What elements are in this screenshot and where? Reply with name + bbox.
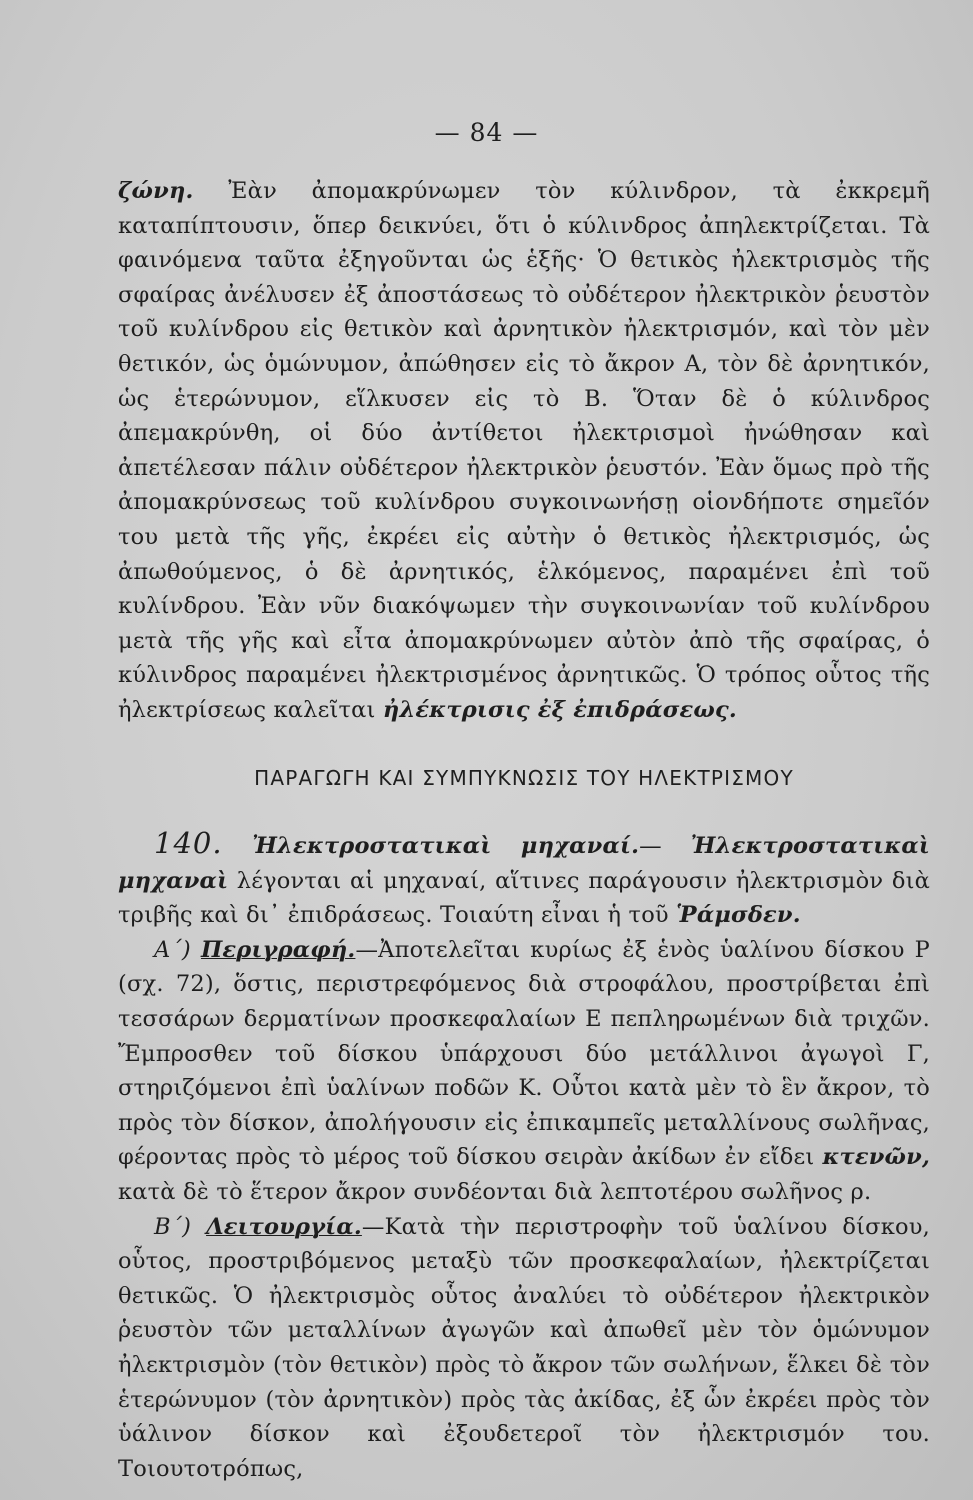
section-heading: ΠΑΡΑΓΩΓΗ ΚΑΙ ΣΥΜΠΥΚΝΩΣΙΣ ΤΟΥ ΗΛΕΚΤΡΙΣΜΟΥ [254, 766, 794, 790]
paragraph-text: —Κατὰ τὴν περιστροφὴν τοῦ ὑαλίνου δίσκου, οὗτος, προστριβόμενος μεταξὺ τῶν προσκεφαλαίων, ἠλεκτρίζεται θετικῶς. Ὁ ἠλεκτρισμὸς οὗτος ἀναλύει τὸ οὐδέτερον ἠλεκτρικὸν ῥευστὸν τῶν μεταλλίνων ἀγωγῶν καὶ ἀπωθεῖ μὲν τὸν ὁμώνυμον ἠλεκτρισμὸν (τὸν θετικὸν) πρὸς τὸ ἄκρον τῶν σωλήνων, ἕλκει δὲ τὸν ἑτερώνυμον (τὸν ἀρνητικὸν) πρὸς τὰς ἀκίδας, ἐξ ὧν ἐκρέει πρὸς τὸν ὑάλινον δίσκον καὶ ἐξουδετεροῖ τὸν ἠλεκτρισμόν του. Τοιουτοτρόπως, [118, 1213, 930, 1482]
term-induction: ἠλέκτρισις ἐξ ἐπιδράσεως. [382, 696, 737, 723]
subsection-label-a: Α΄) [154, 936, 191, 963]
article-title: Ἠλεκτροστατικαὶ μηχαναί. [222, 833, 640, 859]
paragraph-text: Ἐὰν ἀπομακρύνωμεν τὸν κύλινδρον, τὰ ἐκκρεμῆ καταπίπτουσιν, ὅπερ δεικνύει, ὅτι ὁ κύλινδρος ἀπηλεκτρίζεται. Τὰ φαινόμενα ταῦτα ἐξηγοῦνται ὡς ἑξῆς· Ὁ θετικὸς ἠλεκτρισμὸς τῆς σφαίρας ἀνέλυσεν ἐξ ἀποστάσεως τὸ οὐδέτερον ἠλεκτρικὸν ῥευστὸν τοῦ κυλίνδρου εἰς θετικὸν καὶ ἀρνητικὸν ἠλεκτρισμόν, καὶ τὸν μὲν θετικόν, ὡς ὁμώνυμον, ἀπώθησεν εἰς τὸ ἄκρον Α, τὸν δὲ ἀρνητικόν, ὡς ἑτερώνυμον, εἵλκυσεν εἰς τὸ Β. Ὅταν δὲ ὁ κύλινδρος ἀπεμακρύνθη, οἱ δύο ἀντίθετοι ἠλεκτρισμοὶ ἠνώθησαν καὶ ἀπετέλεσαν πάλιν οὐδέτερον ἠλεκτρικὸν ῥευστόν. Ἐὰν ὅμως πρὸ τῆς ἀπομακρύνσεως τοῦ κυλίνδρου συγκοινωνήσῃ οἱονδήποτε σημεῖόν του μετὰ τῆς γῆς, ἐκρέει εἰς αὐτὴν ὁ θετικὸς ἠλεκτρισμός, ὡς ἀπωθούμενος, ὁ δὲ ἀρνητικός, ἑλκόμενος, παραμένει ἐπὶ τοῦ κυλίνδρου. Ἐὰν νῦν διακόψωμεν τὴν συγκοινωνίαν τοῦ κυλίνδρου μετὰ τῆς γῆς καὶ εἶτα ἀπομακρύνωμεν αὐτὸν ἀπὸ τῆς σφαίρας, ὁ κύλινδρος παραμένει ἠλεκτρισμένος ἀρνητικῶς. Ὁ τρόπος οὗτος τῆς ἠλεκτρίσεως καλεῖται [118, 178, 930, 723]
term-zone: ζώνη. [118, 178, 194, 204]
subsection-title-description: Περιγραφή. [200, 936, 356, 963]
paragraph-number: 140. [154, 826, 223, 860]
paragraph-continuation [118, 174, 930, 728]
paragraph-text: λέγονται αἱ μηχαναί, αἵτινες παράγουσιν ἠλεκτρισμὸν διὰ τριβῆς καὶ δι᾽ ἐπιδράσεως. Τοιαύτη εἶναι ἡ τοῦ [118, 867, 930, 929]
subsection-label-b: Β΄) [154, 1213, 192, 1240]
paragraph-text: κατὰ δὲ τὸ ἕτερον ἄκρον συνδέονται διὰ λεπτοτέρου σωλῆνος ρ. [118, 1178, 872, 1205]
paragraph-text: —Ἀποτελεῖται κυρίως ἐξ ἑνὸς ὑαλίνου δίσκου Ρ (σχ. 72), ὅστις, περιστρεφόμενος διὰ στροφάλου, προστρίβεται ἐπὶ τεσσάρων δερματίνων προσκεφαλαίων Ε πεπληρωμένων διὰ τριχῶν. Ἔμπροσθεν τοῦ δίσκου ὑπάρχουσι δύο μετάλλινοι ἀγωγοὶ Γ, στηριζόμενοι ἐπὶ ὑαλίνων ποδῶν Κ. Οὗτοι κατὰ μὲν τὸ ἓν ἄκρον, τὸ πρὸς τὸν δίσκον, ἀπολήγουσιν εἰς ἐπικαμπεῖς μεταλλίνους σωλῆνας, φέροντας πρὸς τὸ μέρος τοῦ δίσκου σειρὰν ἀκίδων ἐν εἴδει [118, 936, 930, 1171]
term-ramsden: Ῥάμσδεν. [676, 902, 801, 929]
title-dash: — [639, 833, 691, 859]
section-140 [118, 826, 930, 1486]
term-machines: Ἠλεκτροστατικαὶ μηχαναὶ [118, 833, 930, 894]
page-number: — 84 — [434, 118, 539, 147]
subsection-title-operation: Λειτουργία. [206, 1213, 362, 1240]
term-comb: κτενῶν, [822, 1144, 930, 1171]
